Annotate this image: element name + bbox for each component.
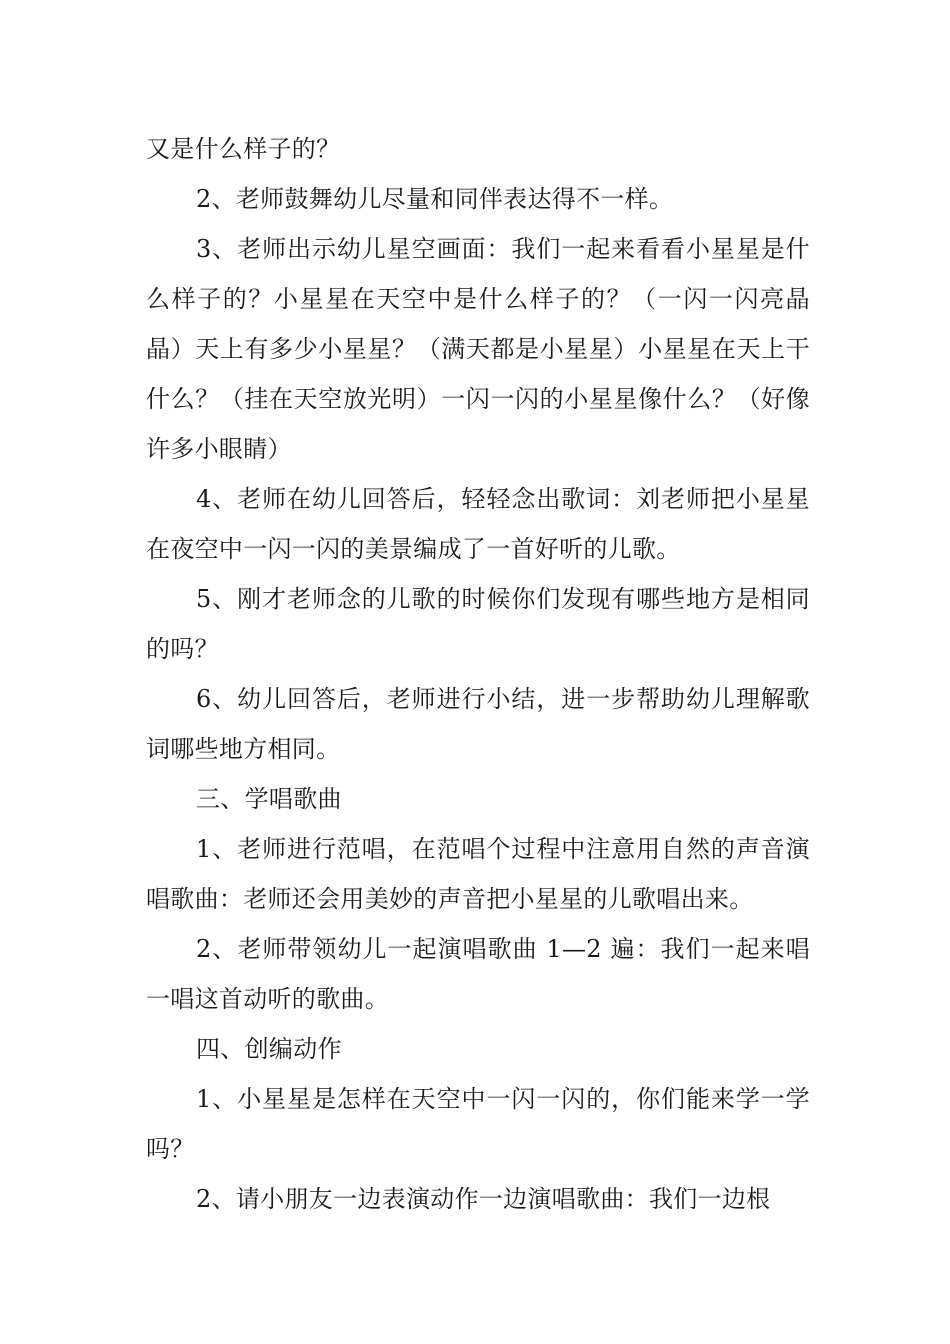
- paragraph-encourage-difference: 2、老师鼓舞幼儿尽量和同伴表达得不一样。: [196, 185, 674, 213]
- paragraph-group-singing: 2、老师带领幼儿一起演唱歌曲 1—2 遍：我们一起来唱一唱这首动听的歌曲。: [146, 935, 810, 1013]
- paragraph-perform-and-sing: 2、请小朋友一边表演动作一边演唱歌曲：我们一边根: [196, 1185, 771, 1213]
- paragraph-same-parts: 5、刚才老师念的儿歌的时候你们发现有哪些地方是相同的吗？: [146, 585, 810, 663]
- paragraph-lyrics-reading: 4、老师在幼儿回答后，轻轻念出歌词：刘老师把小星星在夜空中一闪一闪的美景编成了一首好听的儿歌。: [146, 485, 810, 563]
- paragraph-demo-singing: 1、老师进行范唱，在范唱个过程中注意用自然的声音演唱歌曲：老师还会用美妙的声音把小星星的儿歌唱出来。: [146, 835, 810, 913]
- paragraph-twinkle-imitate: 1、小星星是怎样在天空中一闪一闪的，你们能来学一学吗？: [146, 1085, 810, 1163]
- document-body: [146, 124, 810, 1224]
- paragraph-summary: 6、幼儿回答后，老师进行小结，进一步帮助幼儿理解歌词哪些地方相同。: [146, 685, 810, 763]
- paragraph-starry-sky: 3、老师出示幼儿星空画面：我们一起来看看小星星是什么样子的？小星星在天空中是什么样子的？（一闪一闪亮晶晶）天上有多少小星星？（满天都是小星星）小星星在天上干什么？（挂在天空放光明）一闪一闪的小星星像什么？（好像许多小眼睛）: [146, 235, 810, 463]
- section-heading-learn-song: 三、学唱歌曲: [196, 785, 342, 813]
- section-heading-create-moves: 四、创编动作: [196, 1035, 342, 1063]
- paragraph-continuation: 又是什么样子的？: [146, 135, 341, 163]
